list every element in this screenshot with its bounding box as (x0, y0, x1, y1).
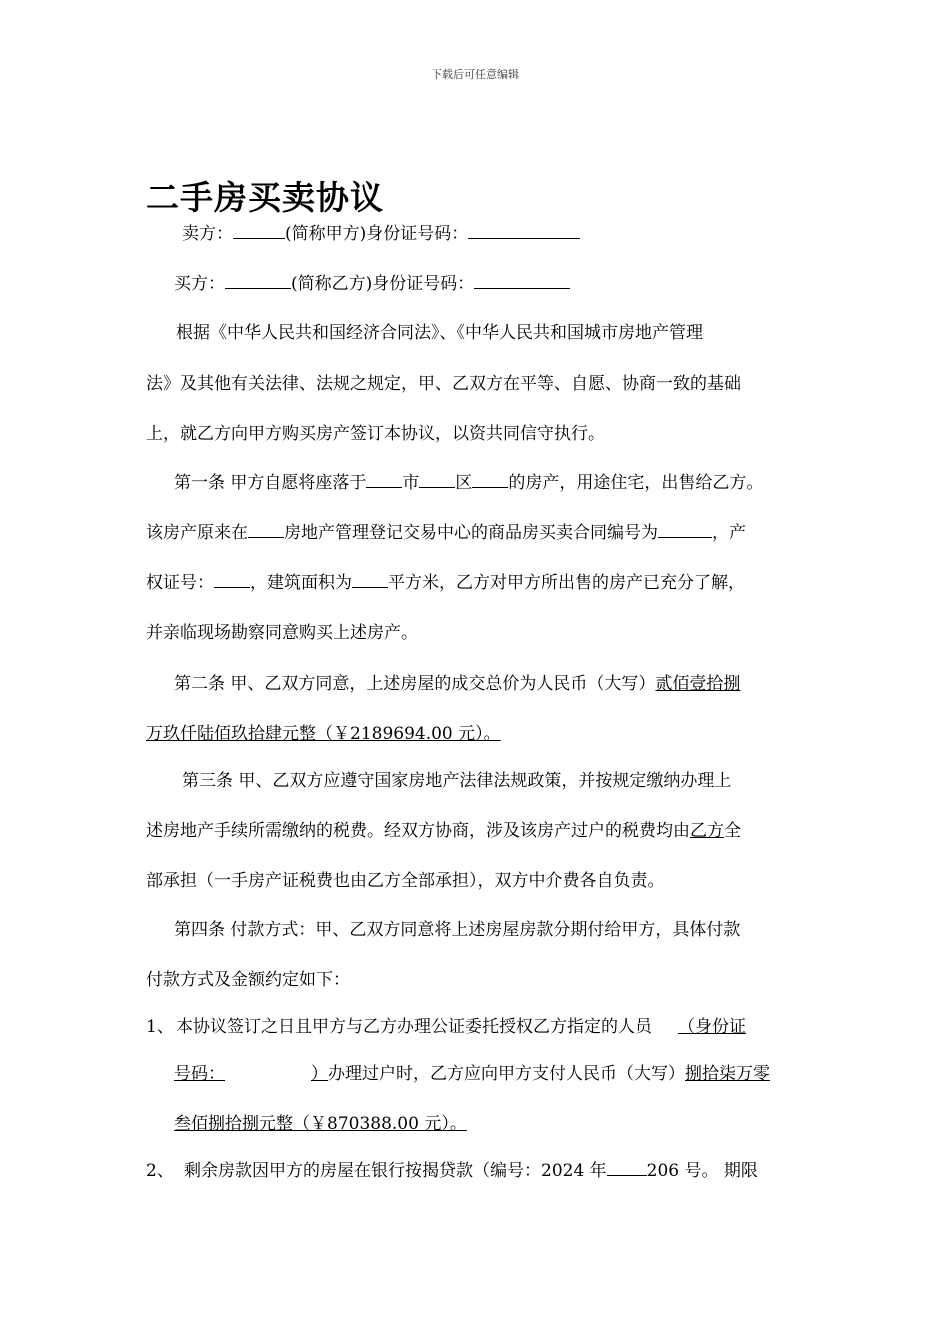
article3-text: 述房地产手续所需缴纳的税费。经双方协商，涉及该房产过户的税费均由 (146, 821, 690, 841)
area-blank (352, 572, 388, 588)
item1-number: 1、 (146, 1017, 174, 1037)
id-number-label: 号码： (174, 1064, 225, 1084)
address-blank (472, 472, 508, 488)
intro-line-2: 法》及其他有关法律、法规之规定，甲、乙双方在平等、自愿、协商一致的基础 (146, 374, 741, 394)
buyer-id-blank (474, 273, 570, 289)
article1-text: ，建筑面积为 (250, 573, 352, 593)
article1-text: 权证号： (146, 573, 214, 593)
loan-number-blank (607, 1160, 647, 1176)
item2-text: 剩余房款因甲方的房屋在银行按揭贷款（编号：2024 年 (184, 1161, 607, 1181)
registry-blank (248, 522, 284, 538)
intro-line-1: 根据《中华人民共和国经济合同法》、《中华人民共和国城市房地产管理 (176, 323, 703, 343)
article1-text: 平方米，乙方对甲方所出售的房产已充分了解， (388, 573, 745, 593)
article2-line-2 (146, 722, 836, 746)
price-in-words-part2: 万玖仟陆佰玖拾肆元整（￥2189694.00 元）。 (146, 724, 501, 744)
article4-line-2: 付款方式及金额约定如下： (146, 970, 350, 990)
contract-number-blank (658, 522, 712, 538)
id-number-close: ） (311, 1064, 328, 1084)
article1-text: 该房产原来在 (146, 523, 248, 543)
certificate-number-blank (214, 572, 250, 588)
item1-line-3 (146, 1112, 836, 1136)
item2-number: 2、 (146, 1161, 174, 1181)
tax-payer: 乙方 (690, 821, 724, 841)
id-label: （身份证 (678, 1017, 746, 1037)
document-title: 二手房买卖协议 (146, 178, 384, 217)
item2-text: 206 号。 期限 (646, 1161, 758, 1181)
city-label: 市 (402, 473, 420, 493)
buyer-suffix: (简称乙方)身份证号码： (291, 274, 475, 294)
seller-line (146, 222, 872, 246)
article2-text: 第二条 甲、乙双方同意，上述房屋的成交总价为人民币（大写） (174, 674, 656, 694)
article1-line-4: 并亲临现场勘察同意购买上述房产。 (146, 623, 418, 643)
item1-line-1 (146, 1015, 836, 1039)
article2-line-1 (146, 672, 864, 696)
item1-line-2 (146, 1062, 836, 1086)
id-underline (652, 1017, 746, 1037)
first-payment-words-part2: 叁佰捌拾捌元整（￥870388.00 元）。 (174, 1114, 467, 1134)
first-payment-words-part1: 捌拾柒万零 (685, 1064, 770, 1084)
district-blank (419, 472, 455, 488)
item1-text: 办理过户时，乙方应向甲方支付人民币（大写） (328, 1064, 685, 1084)
article3-line-1: 第三条 甲、乙双方应遵守国家房地产法律法规政策，并按规定缴纳办理上 (182, 771, 732, 791)
article1-line-1 (146, 471, 864, 495)
article1-text-end: 的房产，用途住宅，出售给乙方。 (508, 473, 764, 493)
article3-line-3: 部承担（一手房产证税费也由乙方全部承担），双方中介费各自负责。 (146, 871, 665, 891)
article1-text: 第一条 甲方自愿将座落于 (174, 473, 367, 493)
buyer-name-blank (225, 273, 291, 289)
article1-text: ，产 (712, 523, 746, 543)
article4-line-1: 第四条 付款方式：甲、乙双方同意将上述房屋房款分期付给甲方，具体付款 (174, 920, 741, 940)
item2-line-1 (146, 1159, 836, 1183)
item1-text: 本协议签订之日且甲方与乙方办理公证委托授权乙方指定的人员 (176, 1017, 652, 1037)
article3-text: 全 (724, 821, 741, 841)
article1-line-3 (146, 571, 836, 595)
district-label: 区 (455, 473, 473, 493)
seller-suffix: (简称甲方)身份证号码： (285, 224, 469, 244)
buyer-label: 买方： (174, 274, 225, 294)
article1-line-2 (146, 521, 836, 545)
article1-text: 房地产管理登记交易中心的商品房买卖合同编号为 (284, 523, 658, 543)
intro-line-3: 上，就乙方向甲方购买房产签订本协议，以资共同信守执行。 (146, 424, 605, 444)
header-note: 下载后可任意编辑 (431, 68, 519, 81)
seller-id-blank (468, 223, 580, 239)
article3-line-2 (146, 819, 836, 843)
city-blank (366, 472, 402, 488)
id-number-underline (174, 1064, 328, 1084)
seller-label: 卖方： (182, 224, 233, 244)
seller-name-blank (233, 223, 285, 239)
price-in-words-part1: 贰佰壹拾捌 (655, 674, 741, 694)
buyer-line (146, 272, 864, 296)
